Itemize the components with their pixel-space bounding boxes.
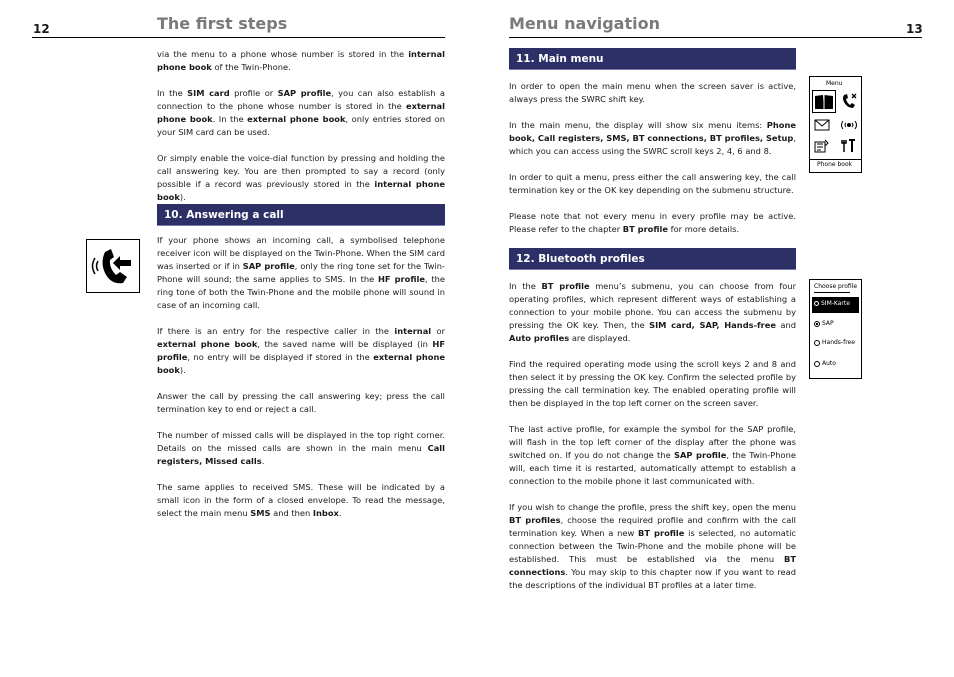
- text-run: , only entries stored on your SIM card can be used.: [157, 114, 446, 137]
- bold-term: BT profile: [638, 528, 685, 538]
- bold-term: SAP profile: [674, 450, 727, 460]
- text-run: , choose the required profile and confirm with the call termination key. When a new: [509, 515, 796, 538]
- profile-option-label: SIM-Karte: [821, 300, 850, 307]
- text-run: , which you can access using the SWRC scroll keys 2, 4, 6 and 8.: [509, 133, 797, 156]
- text-run: profile or: [229, 88, 278, 98]
- profile-option-sim-card: [812, 297, 859, 313]
- bt-connection-icon: [838, 119, 860, 131]
- bold-term: external phone book: [157, 339, 258, 349]
- paragraph: [509, 358, 796, 410]
- profile-option-sap: [812, 319, 859, 331]
- sms-envelope-icon: [814, 119, 830, 131]
- paragraph: [509, 210, 796, 236]
- bold-term: internal phone book: [157, 179, 445, 202]
- text-run: of the Twin-Phone.: [211, 62, 291, 72]
- page-title-left: The first steps: [157, 14, 288, 33]
- screen-title: Choose profile: [814, 283, 858, 290]
- bold-term: HF profile: [377, 274, 425, 284]
- call-register-icon: [840, 92, 860, 110]
- text-run: , the ring tone of both the Twin-Phone and the mobile phone will sound in case of an incoming call.: [157, 274, 445, 310]
- text-run: The last active profile, for example the symbol for the SAP profile, will flash in the top left corner of the display after the phone was switched on. If you do not change the: [509, 424, 796, 460]
- text-run: , the saved name will be displayed (in: [257, 339, 433, 349]
- text-run: , no entry will be displayed if stored in the: [187, 352, 374, 362]
- profile-option-auto: [812, 359, 859, 371]
- bold-term: Auto profiles: [509, 333, 570, 343]
- bold-term: Inbox: [312, 508, 339, 518]
- text-run: In the: [157, 88, 188, 98]
- text-run: If your phone shows an incoming call, a symbolised telephone receiver icon will be displayed on the Twin-Phone. When the SIM card was inserted or if in: [157, 235, 445, 271]
- paragraph: [509, 423, 796, 488]
- paragraph: [509, 280, 796, 345]
- text-run: for more details.: [668, 224, 740, 234]
- text-run: Or simply enable the voice-dial function by pressing and holding the call answering key. You are then prompted to say a record (only possible if a record was previously stored in the: [157, 153, 445, 189]
- bt-profile-icon: [814, 139, 830, 153]
- paragraph: [509, 501, 796, 592]
- page-title-right: Menu navigation: [509, 14, 660, 33]
- paragraph: [157, 429, 445, 468]
- right-column-top: [509, 80, 796, 249]
- page-number-left: 12: [33, 22, 50, 36]
- main-menu-screen: [809, 76, 862, 173]
- bold-term: external phone book: [157, 352, 445, 375]
- paragraph: [157, 48, 445, 74]
- radio-icon: [814, 340, 820, 346]
- paragraph: [509, 171, 796, 197]
- text-run: . You may skip to this chapter now if you want to read the descriptions of the individual BT profiles at a later time.: [509, 567, 796, 590]
- phone-book-icon: [812, 90, 836, 113]
- text-run: .: [338, 508, 342, 518]
- choose-profile-screen: [809, 279, 862, 379]
- profile-option-label: Auto: [822, 360, 836, 367]
- text-run: In the: [509, 281, 542, 291]
- text-run: menu’s submenu, you can choose from four operating profiles, which represent different ways of establishing a connection to your mobile phone. You can access the submenu by pressing the OK key. Then, the: [509, 281, 796, 330]
- text-run: In the main menu, the display will show six menu items:: [509, 120, 767, 130]
- incoming-call-icon: [86, 239, 140, 293]
- text-run: and then: [270, 508, 313, 518]
- right-column-bottom: [509, 280, 796, 605]
- paragraph: [509, 119, 796, 158]
- profile-option-label: SAP: [822, 320, 834, 327]
- section-heading-main-menu: 11. Main menu: [509, 48, 796, 70]
- bold-term: SMS: [250, 508, 271, 518]
- paragraph: [157, 87, 445, 139]
- text-run: The number of missed calls will be displayed in the top right corner. Details on the missed calls are shown in the main menu: [157, 430, 445, 453]
- bold-term: external phone book: [247, 114, 346, 124]
- text-run: The same applies to received SMS. These will be indicated by a small icon in the form of a closed envelope. To read the message, select the main menu: [157, 482, 445, 518]
- section-heading-bluetooth-profiles: 12. Bluetooth profiles: [509, 248, 796, 270]
- text-run: .: [261, 456, 265, 466]
- text-run: , only the ring tone set for the Twin-Phone will sound; the same applies to SMS. In the: [157, 261, 446, 284]
- text-run: If you wish to change the profile, press the shift key, open the menu: [509, 502, 796, 512]
- paragraph: [157, 234, 445, 312]
- radio-icon: [814, 301, 819, 306]
- header-rule-left: [32, 37, 445, 38]
- bold-term: SIM card: [187, 88, 230, 98]
- bold-term: Call registers, Missed calls: [157, 443, 445, 466]
- paragraph: [157, 390, 445, 416]
- bold-term: SAP profile: [277, 88, 332, 98]
- paragraph: [157, 481, 445, 520]
- radio-icon: [814, 361, 820, 367]
- screen-footer: Phone book: [817, 161, 853, 168]
- text-run: and: [775, 320, 796, 330]
- profile-option-hands-free: [812, 338, 859, 350]
- bold-term: BT profiles: [509, 515, 561, 525]
- screen-divider: [810, 159, 861, 160]
- bold-term: BT connections: [509, 554, 796, 577]
- text-run: , the Twin-Phone will, each time it is restarted, automatically attempt to establish a connection to the mobile phone it last communicated with.: [509, 450, 796, 486]
- text-run: via the menu to a phone whose number is stored in the: [157, 49, 409, 59]
- bold-term: Phone book, Call registers, SMS, BT connections, BT profiles, Setup: [509, 120, 796, 143]
- bold-term: SAP profile: [242, 261, 295, 271]
- paragraph: [157, 152, 445, 204]
- screen-title: Menu: [826, 80, 843, 87]
- bold-term: BT profile: [622, 224, 669, 234]
- section-heading-answering-call: 10. Answering a call: [157, 204, 445, 226]
- text-run: In order to open the main menu when the screen saver is active, always press the SWRC shift key.: [509, 81, 796, 104]
- page-number-right: 13: [906, 22, 923, 36]
- radio-selected-icon: [814, 321, 820, 327]
- profile-option-label: Hands-free: [822, 339, 855, 346]
- left-column-bottom: [157, 234, 445, 533]
- text-run: ).: [179, 365, 186, 375]
- left-column-top: [157, 48, 445, 217]
- text-run: are displayed.: [569, 333, 631, 343]
- text-run: . In the: [212, 114, 248, 124]
- text-run: Answer the call by pressing the call answering key; press the call termination key to end or reject a call.: [157, 391, 445, 414]
- bold-term: BT profile: [541, 281, 590, 291]
- bold-term: HF profile: [157, 339, 445, 362]
- setup-tools-icon: [840, 139, 858, 153]
- paragraph: [157, 325, 445, 377]
- title-underline: [814, 292, 850, 293]
- text-run: , you can also establish a connection to the phone whose number is stored in the: [157, 88, 446, 111]
- bold-term: internal: [394, 326, 432, 336]
- text-run: Find the required operating mode using the scroll keys 2 and 8 and then select it by pressing the OK key. Confirm the selected profile by pressing the call termination key. The enabled operating profile will then be displayed in the top left corner on the screen saver.: [509, 359, 796, 408]
- bold-term: internal phone book: [157, 49, 445, 72]
- text-run: is selected, no automatic connection between the Twin-Phone and the mobile phone will be established. This must be established via the menu: [509, 528, 796, 564]
- text-run: In order to quit a menu, press either the call answering key, the call termination key or the OK key depending on the submenu structure.: [509, 172, 796, 195]
- bold-term: external phone book: [157, 101, 445, 124]
- bold-term: SIM card, SAP, Hands-free: [649, 320, 776, 330]
- text-run: ).: [179, 192, 186, 202]
- header-rule-right: [509, 37, 922, 38]
- text-run: Please note that not every menu in every profile may be active. Please refer to the chapter: [509, 211, 796, 234]
- paragraph: [509, 80, 796, 106]
- text-run: If there is an entry for the respective caller in the: [157, 326, 395, 336]
- text-run: or: [431, 326, 446, 336]
